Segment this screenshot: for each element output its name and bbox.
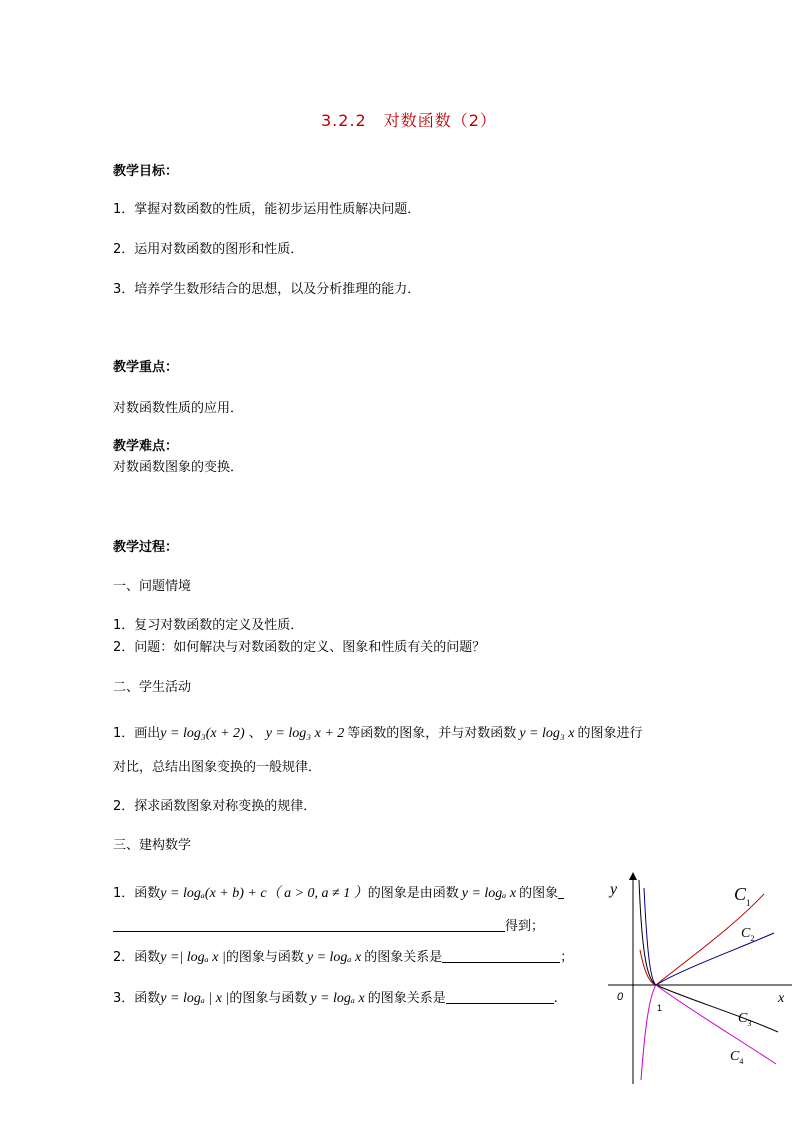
formula: y =| logₐ x | [160, 950, 226, 965]
section2-item-1 [113, 722, 642, 742]
formula: y = log₃ x + 2 [265, 726, 345, 741]
process-heading: 教学过程： [113, 540, 179, 555]
section3-heading: 三、建构数学 [113, 838, 192, 853]
text: 、 [248, 726, 262, 741]
formula: y = logₐ | x | [160, 991, 230, 1006]
key-points-text: 对数函数性质的应用． [113, 401, 244, 416]
text: 的图象与函数 [229, 991, 308, 1006]
curve-c2-label: $C_2$ [741, 926, 755, 943]
objective-item-1: 1．掌握对数函数的性质，能初步运用性质解决问题． [113, 202, 421, 217]
section3-item-1 [113, 882, 564, 902]
text: ； [560, 950, 574, 965]
formula: y = logₐ x [306, 950, 362, 965]
answer-blank[interactable] [113, 917, 505, 932]
section1-item-1: 1．复习对数函数的定义及性质． [113, 618, 304, 633]
text: 的图象 [519, 886, 559, 901]
text: 的图象是由函数 [367, 886, 459, 901]
formula: y = log₃(x + 2) [160, 726, 245, 741]
difficulties-heading: 教学难点： [113, 439, 179, 454]
text: 得到； [505, 919, 545, 934]
curve-c4 [641, 985, 776, 1080]
key-points-heading: 教学重点： [113, 360, 179, 375]
log-curves-graph [600, 870, 794, 1090]
formula: y = logₐ x [461, 886, 517, 901]
text: 的图象关系是 [364, 950, 443, 965]
section2-heading: 二、学生活动 [113, 680, 192, 695]
objective-item-3: 3．培养学生数形结合的思想，以及分析推理的能力． [113, 282, 421, 297]
text: 2．函数 [113, 950, 161, 965]
condition: （ a > 0, a ≠ 1 ） [266, 886, 368, 901]
text: 1．画出 [113, 726, 161, 741]
section2-item-2: 2．探求函数图象对称变换的规律． [113, 799, 317, 814]
section3-item-1-line2 [113, 915, 544, 934]
text: . [553, 991, 558, 1006]
objectives-heading: 教学目标： [113, 164, 179, 179]
curve-c4-label: $C_4$ [730, 1049, 744, 1066]
page-title: 3.2.2 对数函数（2） [321, 111, 497, 130]
formula: y = logₐ x [310, 991, 365, 1006]
curve-c2 [644, 888, 774, 985]
x-axis-label: x [778, 991, 785, 1006]
answer-blank[interactable] [558, 884, 564, 899]
section2-item-1-line2: 对比，总结出图象变换的一般规律． [113, 760, 322, 775]
text: 的图象与函数 [225, 950, 304, 965]
text: 1．函数 [113, 886, 161, 901]
objective-item-2: 2．运用对数函数的图形和性质． [113, 242, 304, 257]
section3-item-2 [113, 946, 573, 966]
y-axis-label: y [610, 881, 618, 898]
origin-label: 0 [617, 991, 624, 1003]
difficulties-text: 对数函数图象的变换． [113, 460, 244, 475]
section3-item-3 [113, 987, 558, 1007]
formula: y = logₐ(x + b) + c [160, 886, 267, 901]
section1-item-2: 2．问题：如何解决与对数函数的定义、图象和性质有关的问题？ [113, 640, 486, 655]
curve-c3-label: $C_3$ [738, 1011, 752, 1028]
section1-heading: 一、问题情境 [113, 579, 192, 594]
text: 的图象关系是 [367, 991, 446, 1006]
curve-c1-label: $C_1$ [734, 884, 751, 908]
one-label: 1 [657, 1003, 663, 1013]
text: 的图象进行 [577, 726, 643, 741]
formula: y = log₃ x [519, 726, 575, 741]
answer-blank[interactable] [442, 948, 560, 963]
text: 等函数的图象，并与对数函数 [347, 726, 517, 741]
text: 3．函数 [113, 991, 161, 1006]
answer-blank[interactable] [446, 989, 554, 1004]
